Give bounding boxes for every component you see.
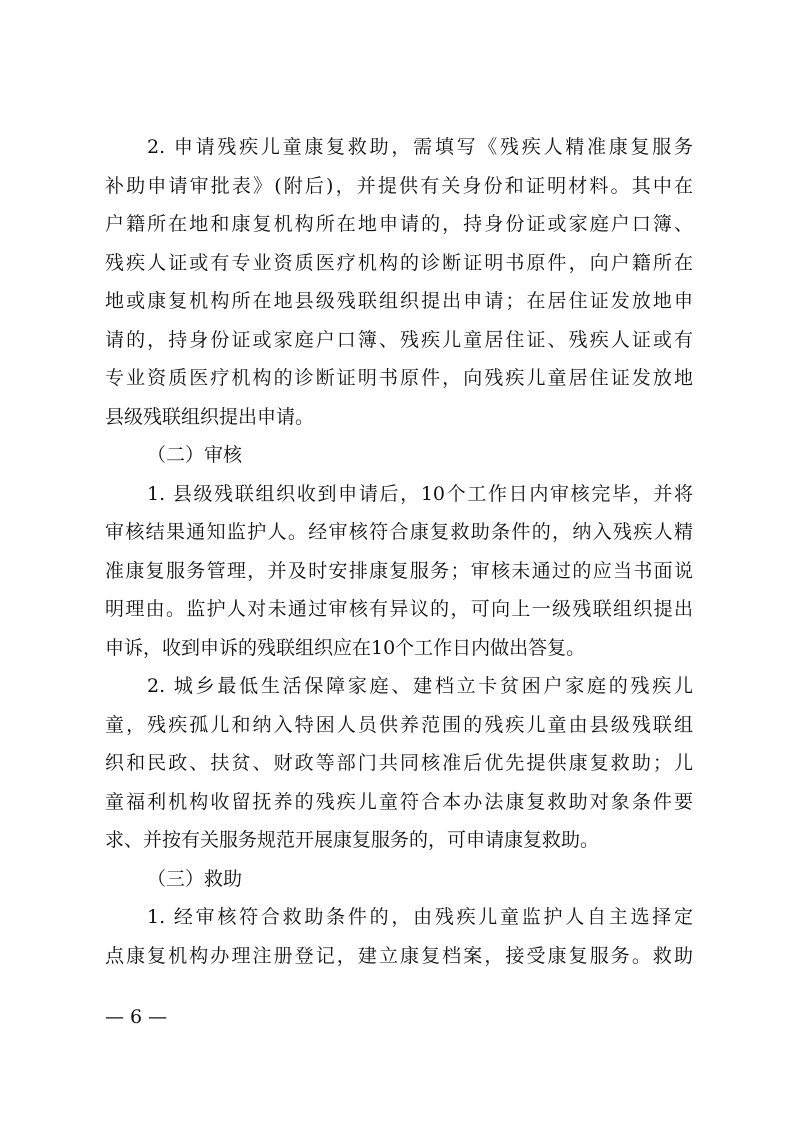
text-line: 2. 申请残疾儿童康复救助，需填写《残疾人精准康复服务 (147, 136, 693, 158)
text-line: （三）救助 (147, 867, 243, 890)
text-line: 审核结果通知监护人。经审核符合康复救助条件的，纳入残疾人精 (105, 521, 693, 543)
text-line: 1. 经审核符合救助条件的，由残疾儿童监护人自主选择定 (147, 906, 693, 928)
text-line: 2. 城乡最低生活保障家庭、建档立卡贫困户家庭的残疾儿 (147, 675, 693, 697)
text-line: 户籍所在地和康复机构所在地申请的，持身份证或家庭户口簿、 (105, 213, 693, 235)
text-line: 县级残联组织提出申请。 (105, 405, 315, 428)
text-line: 童福利机构收留抚养的残疾儿童符合本办法康复救助对象条件要 (105, 790, 693, 813)
paragraph (105, 667, 693, 860)
text-line: （二）审核 (147, 444, 243, 466)
text-line: 求、并按有关服务规范开展康复服务的，可申请康复救助。 (105, 829, 600, 851)
text-line: 专业资质医疗机构的诊断证明书原件，向残疾儿童居住证发放地 (105, 367, 693, 389)
document-body (105, 128, 693, 975)
text-line: 准康复服务管理，并及时安排康复服务；审核未通过的应当书面说 (105, 559, 693, 582)
page-number: — 6 — (105, 1006, 168, 1028)
text-line: 明理由。监护人对未通过审核有异议的，可向上一级残联组织提出 (105, 598, 693, 620)
text-line: 织和民政、扶贫、财政等部门共同核准后优先提供康复救助；儿 (105, 752, 693, 774)
text-line: 点康复机构办理注册登记，建立康复档案，接受康复服务。救助 (105, 944, 693, 967)
paragraph (105, 898, 693, 975)
text-line: 童，残疾孤儿和纳入特困人员供养范围的残疾儿童由县级残联组 (105, 713, 693, 736)
paragraph (105, 128, 693, 436)
text-line: 残疾人证或有专业资质医疗机构的诊断证明书原件，向户籍所在 (105, 251, 693, 274)
text-line: 请的，持身份证或家庭户口簿、残疾儿童居住证、残疾人证或有 (105, 328, 693, 351)
paragraph (105, 475, 693, 668)
section-heading (105, 860, 693, 899)
section-heading (105, 436, 693, 475)
text-line: 地或康复机构所在地县级残联组织提出申请；在居住证发放地申 (105, 290, 693, 312)
text-line: 补助申请审批表》(附后)，并提供有关身份和证明材料。其中在 (105, 174, 693, 197)
text-line: 申诉，收到申诉的残联组织应在10个工作日内做出答复。 (105, 636, 586, 659)
text-line: 1. 县级残联组织收到申请后，10个工作日内审核完毕，并将 (147, 482, 693, 505)
